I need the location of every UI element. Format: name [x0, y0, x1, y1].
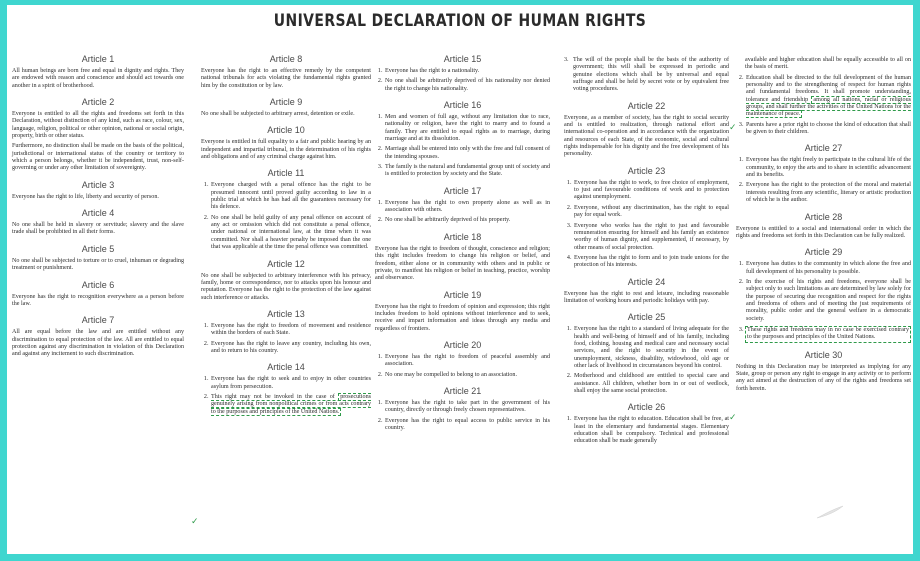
article-text: Nothing in this Declaration may be interpreted as implying for any State, group or person any right to engage in any activity or to perform any act aimed at the destruction of any of the rights and freedoms set forth herein.: [736, 363, 911, 392]
list-item: 2. Marriage shall be entered into only with the free and full consent of the intending spouses.: [384, 146, 550, 161]
list-item: 3. Everyone who works has the right to just and favourable remuneration ensuring for himself and his family an existence worthy of human dignity, and supplemented, if necessary, by other means of social protection.: [573, 223, 729, 252]
list-item: 2. Everyone has the right to the protection of the moral and material interests resulting from any scientific, literary or artistic production of which he is the author.: [745, 182, 911, 204]
list-item: 1. Men and women of full age, without any limitation due to race, nationality or religion, have the right to marry and to found a family. They are entitled to equal rights as to marriage, during marriage and at its dissolution.: [384, 114, 550, 143]
article-continued-text: available and higher education shall be equally accessible to all on the basis of merit.: [745, 57, 911, 71]
article-list: [375, 354, 550, 379]
article-list: [375, 114, 550, 179]
article-text: All human beings are born free and equal in dignity and rights. They are endowed with reason and conscience and should act towards one another in a spirit of brotherhood.: [12, 68, 184, 89]
article-list: [736, 261, 911, 342]
article-heading: Article 3: [81, 179, 115, 190]
article-text: Everyone has the right to an effective remedy by the competent national tribunals for acts violating the fundamental rights granted him by the constitution or by law.: [201, 68, 371, 89]
article-heading: Article 27: [804, 143, 843, 154]
article-heading: Article 11: [267, 168, 305, 179]
article-heading: Article 5: [81, 243, 115, 254]
article-heading: Article 1: [81, 54, 115, 64]
list-item: 1. Everyone has the right to freedom of movement and residence within the borders of each State.: [210, 323, 371, 338]
article-text: Everyone has the right to recognition everywhere as a person before the law.: [12, 293, 184, 307]
article-heading: Article 22: [627, 100, 666, 111]
article-heading: Article 25: [627, 312, 666, 323]
article-heading: Article 17: [443, 185, 482, 196]
list-item: 4. Everyone has the right to form and to join trade unions for the protection of his interests.: [573, 255, 729, 270]
item-text: The will of the people shall be the basis of the authority of government; this will shall be expressed in periodic and genuine elections which shall be by universal and equal suffrage and shall be held by secret vote or by equivalent free voting procedures.: [573, 57, 729, 93]
list-item: 2. No one shall be arbitrarily deprived of his nationality nor denied the right to change his nationality.: [384, 78, 550, 93]
list-item: 1. Everyone has the right to own property alone as well as in association with others.: [384, 200, 550, 215]
article-heading: Article 13: [267, 308, 305, 319]
list-item: 3. The family is the natural and fundamental group unit of society and is entitled to protection by society and the State.: [384, 164, 550, 179]
list-item: 2. No one shall be held guilty of any penal offence on account of any act or omission which did not constitute a penal offence, under national or international law, at the time when it was committed. Nor shall a heavier penalty be imposed than the one that was applicable at the time the penal offence was committed.: [210, 215, 371, 252]
article-heading: Article 16: [443, 100, 482, 111]
article-text: No one shall be subjected to arbitrary arrest, detention or exile.: [201, 111, 355, 118]
article-text: Everyone is entitled to all the rights and freedoms set forth in this Declaration, without distinction of any kind, such as race, colour, sex, language, religion, political or other opinion, national or social origin, property, birth or other status.: [12, 111, 184, 140]
article-heading: Article 7: [81, 315, 115, 326]
checkmark-icon: ✓: [191, 517, 199, 527]
article-text: No one shall be subjected to arbitrary interference with his privacy, family, home or correspondence, nor to attacks upon his honour and reputation. Everyone has the right to the protection of the law against such interference or attacks.: [201, 272, 371, 301]
article-list: [375, 200, 550, 225]
article-list: [375, 400, 550, 432]
article-heading: Article 20: [443, 339, 482, 350]
article-list: [736, 157, 911, 204]
article-text: Everyone has the right to freedom of thought, conscience and religion; this right includes freedom to change his religion or belief, and freedom, either alone or in community with others and in public or private, to manifest his religion or belief in teaching, practice, worship and observance.: [375, 245, 550, 282]
article-list: [564, 416, 729, 445]
list-item: 2. Motherhood and childhood are entitled to special care and assistance. All children, whether born in or out of wedlock, shall enjoy the same social protection.: [573, 373, 729, 395]
article-heading: Article 2: [81, 97, 115, 108]
highlighted-text: among all nations, racial or religious groups, and shall further the activities of the United Nations for the maintenance of peace.: [746, 96, 911, 118]
article-heading: Article 29: [804, 247, 843, 258]
article-heading: Article 24: [627, 276, 666, 287]
list-item: 2. Everyone has the right to equal access to public service in his country.: [384, 418, 550, 433]
list-item: 1. Everyone has the right to work, to free choice of employment, to just and favourable conditions of work and to protection against unemployment.: [573, 180, 729, 202]
page-title: UNIVERSAL DECLARATION OF HUMAN RIGHTS: [273, 11, 647, 31]
article-heading: Article 18: [443, 231, 482, 242]
article-list: [736, 75, 911, 137]
article-heading: Article 6: [81, 279, 115, 290]
list-item: 2. No one shall be arbitrarily deprived of his property.: [384, 217, 550, 224]
article-continued-item: [564, 57, 729, 94]
document-page: [7, 5, 913, 554]
article-heading: Article 9: [269, 97, 303, 108]
feather-icon: [815, 505, 845, 519]
article-heading: Article 30: [804, 349, 843, 360]
item-number: 3.: [564, 57, 569, 63]
article-heading: Article 23: [627, 165, 666, 176]
highlighted-text: prosecutions genuinely arising from nonpolitical crimes or from acts contrary to the purposes and principles of the United Nations.: [211, 393, 371, 415]
article-heading: Article 15: [443, 54, 482, 64]
article-text: No one shall be subjected to torture or to cruel, inhuman or degrading treatment or punishment.: [12, 257, 184, 272]
column-1: [12, 47, 184, 362]
column-3: [375, 47, 550, 435]
column-2: [201, 47, 371, 419]
list-item: 1. Everyone has the right freely to participate in the cultural life of the community, to enjoy the arts and to share in scientific advancement and its benefits.: [745, 157, 911, 179]
article-heading: Article 8: [269, 54, 303, 64]
list-item: 2. In the exercise of his rights and freedoms, everyone shall be subject only to such limitations as are determined by law solely for the purpose of securing due recognition and respect for the rights and freedoms of others and of meeting the just requirements of morality, public order and the general welfare in a democratic society.: [745, 279, 911, 323]
article-heading: Article 10: [267, 125, 305, 136]
article-heading: Article 19: [443, 289, 482, 300]
article-text: Everyone has the right to life, liberty and security of person.: [12, 193, 159, 200]
list-item: 3. Parents have a prior right to choose the kind of education that shall be given to their children.: [745, 122, 911, 137]
article-list: [201, 376, 371, 416]
list-item: [745, 75, 911, 119]
article-heading: Article 12: [267, 258, 305, 269]
article-text: Everyone, as a member of society, has the right to social security and is entitled to realization, through national effort and international co-operation and in accordance with the organization and resources of each State, of the economic, social and cultural rights indispensable for his dignity and the free development of his personality.: [564, 114, 729, 158]
list-item: 2. No one may be compelled to belong to an association.: [384, 372, 550, 379]
list-item: 2. Everyone has the right to leave any country, including his own, and to return to his country.: [210, 341, 371, 356]
list-item: [210, 394, 371, 416]
column-5: [736, 57, 911, 396]
article-text: Everyone is entitled to a social and international order in which the rights and freedoms set forth in this Declaration can be fully realized.: [736, 225, 911, 239]
article-heading: Article 14: [267, 362, 305, 373]
article-list: [375, 68, 550, 93]
article-heading: Article 26: [627, 402, 666, 413]
article-heading: Article 28: [804, 211, 843, 222]
list-item: 1. Everyone charged with a penal offence has the right to be presumed innocent until proved guilty according to law in a public trial at which he has had all the guarantees necessary for his defence.: [210, 182, 371, 211]
column-4: [564, 57, 729, 449]
article-list: [564, 180, 729, 270]
list-item: 1. Everyone has the right to a standard of living adequate for the health and well-being of himself and of his family, including food, clothing, housing and medical care and necessary social services, and the right to security in the event of unemployment, sickness, disability, widowhood, old age or other lack of livelihood in circumstances beyond his control.: [573, 326, 729, 370]
highlighted-list-item: 3. These rights and freedoms may in no case be exercised contrary to the purposes and principles of the United Nations.: [745, 326, 911, 343]
list-item: 2. Everyone, without any discrimination, has the right to equal pay for equal work.: [573, 205, 729, 220]
article-text: Everyone has the right to rest and leisure, including reasonable limitation of working hours and periodic holidays with pay.: [564, 290, 729, 304]
list-item: 1. Everyone has the right to seek and to enjoy in other countries asylum from persecution.: [210, 376, 371, 391]
list-item: 1. Everyone has the right to take part in the government of his country, directly or through freely chosen representatives.: [384, 400, 550, 415]
article-text: Everyone is entitled in full equality to a fair and public hearing by an independent and impartial tribunal, in the determination of his rights and obligations and of any criminal charge against him.: [201, 139, 371, 161]
list-item: 1. Everyone has the right to freedom of peaceful assembly and association.: [384, 354, 550, 369]
article-text: All are equal before the law and are entitled without any discrimination to equal protection of the law. All are entitled to equal protection against any discrimination in violation of this Declaration and against any incitement to such discrimination.: [12, 329, 184, 358]
article-text: No one shall be held in slavery or servitude; slavery and the slave trade shall be prohibited in all their forms.: [12, 222, 184, 236]
checkmark-icon: ✓: [729, 123, 737, 133]
checkmark-icon: ✓: [729, 413, 737, 423]
article-list: [564, 326, 729, 395]
article-text: Furthermore, no distinction shall be made on the basis of the political, jurisdictional or international status of the country or territory to which a person belongs, whether it be independent, trust, non-self-governing or under any other limitation of sovereignty.: [12, 143, 184, 172]
article-heading: Article 4: [81, 208, 115, 219]
list-item: 1. Everyone has the right to education. Education shall be free, at least in the elementary and fundamental stages. Elementary education shall be compulsory. Technical and professional education shall be made generally: [573, 416, 729, 445]
list-item: 1. Everyone has the right to a nationality.: [384, 68, 550, 75]
article-text: Everyone has the right to freedom of opinion and expression; this right includes freedom to hold opinions without interference and to seek, receive and impart information and ideas through any media and regardless of frontiers.: [375, 303, 550, 332]
article-heading: Article 21: [443, 385, 482, 396]
article-list: [201, 323, 371, 355]
article-list: [201, 182, 371, 251]
list-item: 1. Everyone has duties to the community in which alone the free and full development of his personality is possible.: [745, 261, 911, 276]
list-item-text: This right may not be invoked in the case of: [211, 393, 339, 400]
list-item-text: Education shall be directed to the full development of the human personality and to the strengthening of respect for human rights and fundamental freedoms. It shall promote understanding, tolerance and friendship: [746, 74, 911, 103]
